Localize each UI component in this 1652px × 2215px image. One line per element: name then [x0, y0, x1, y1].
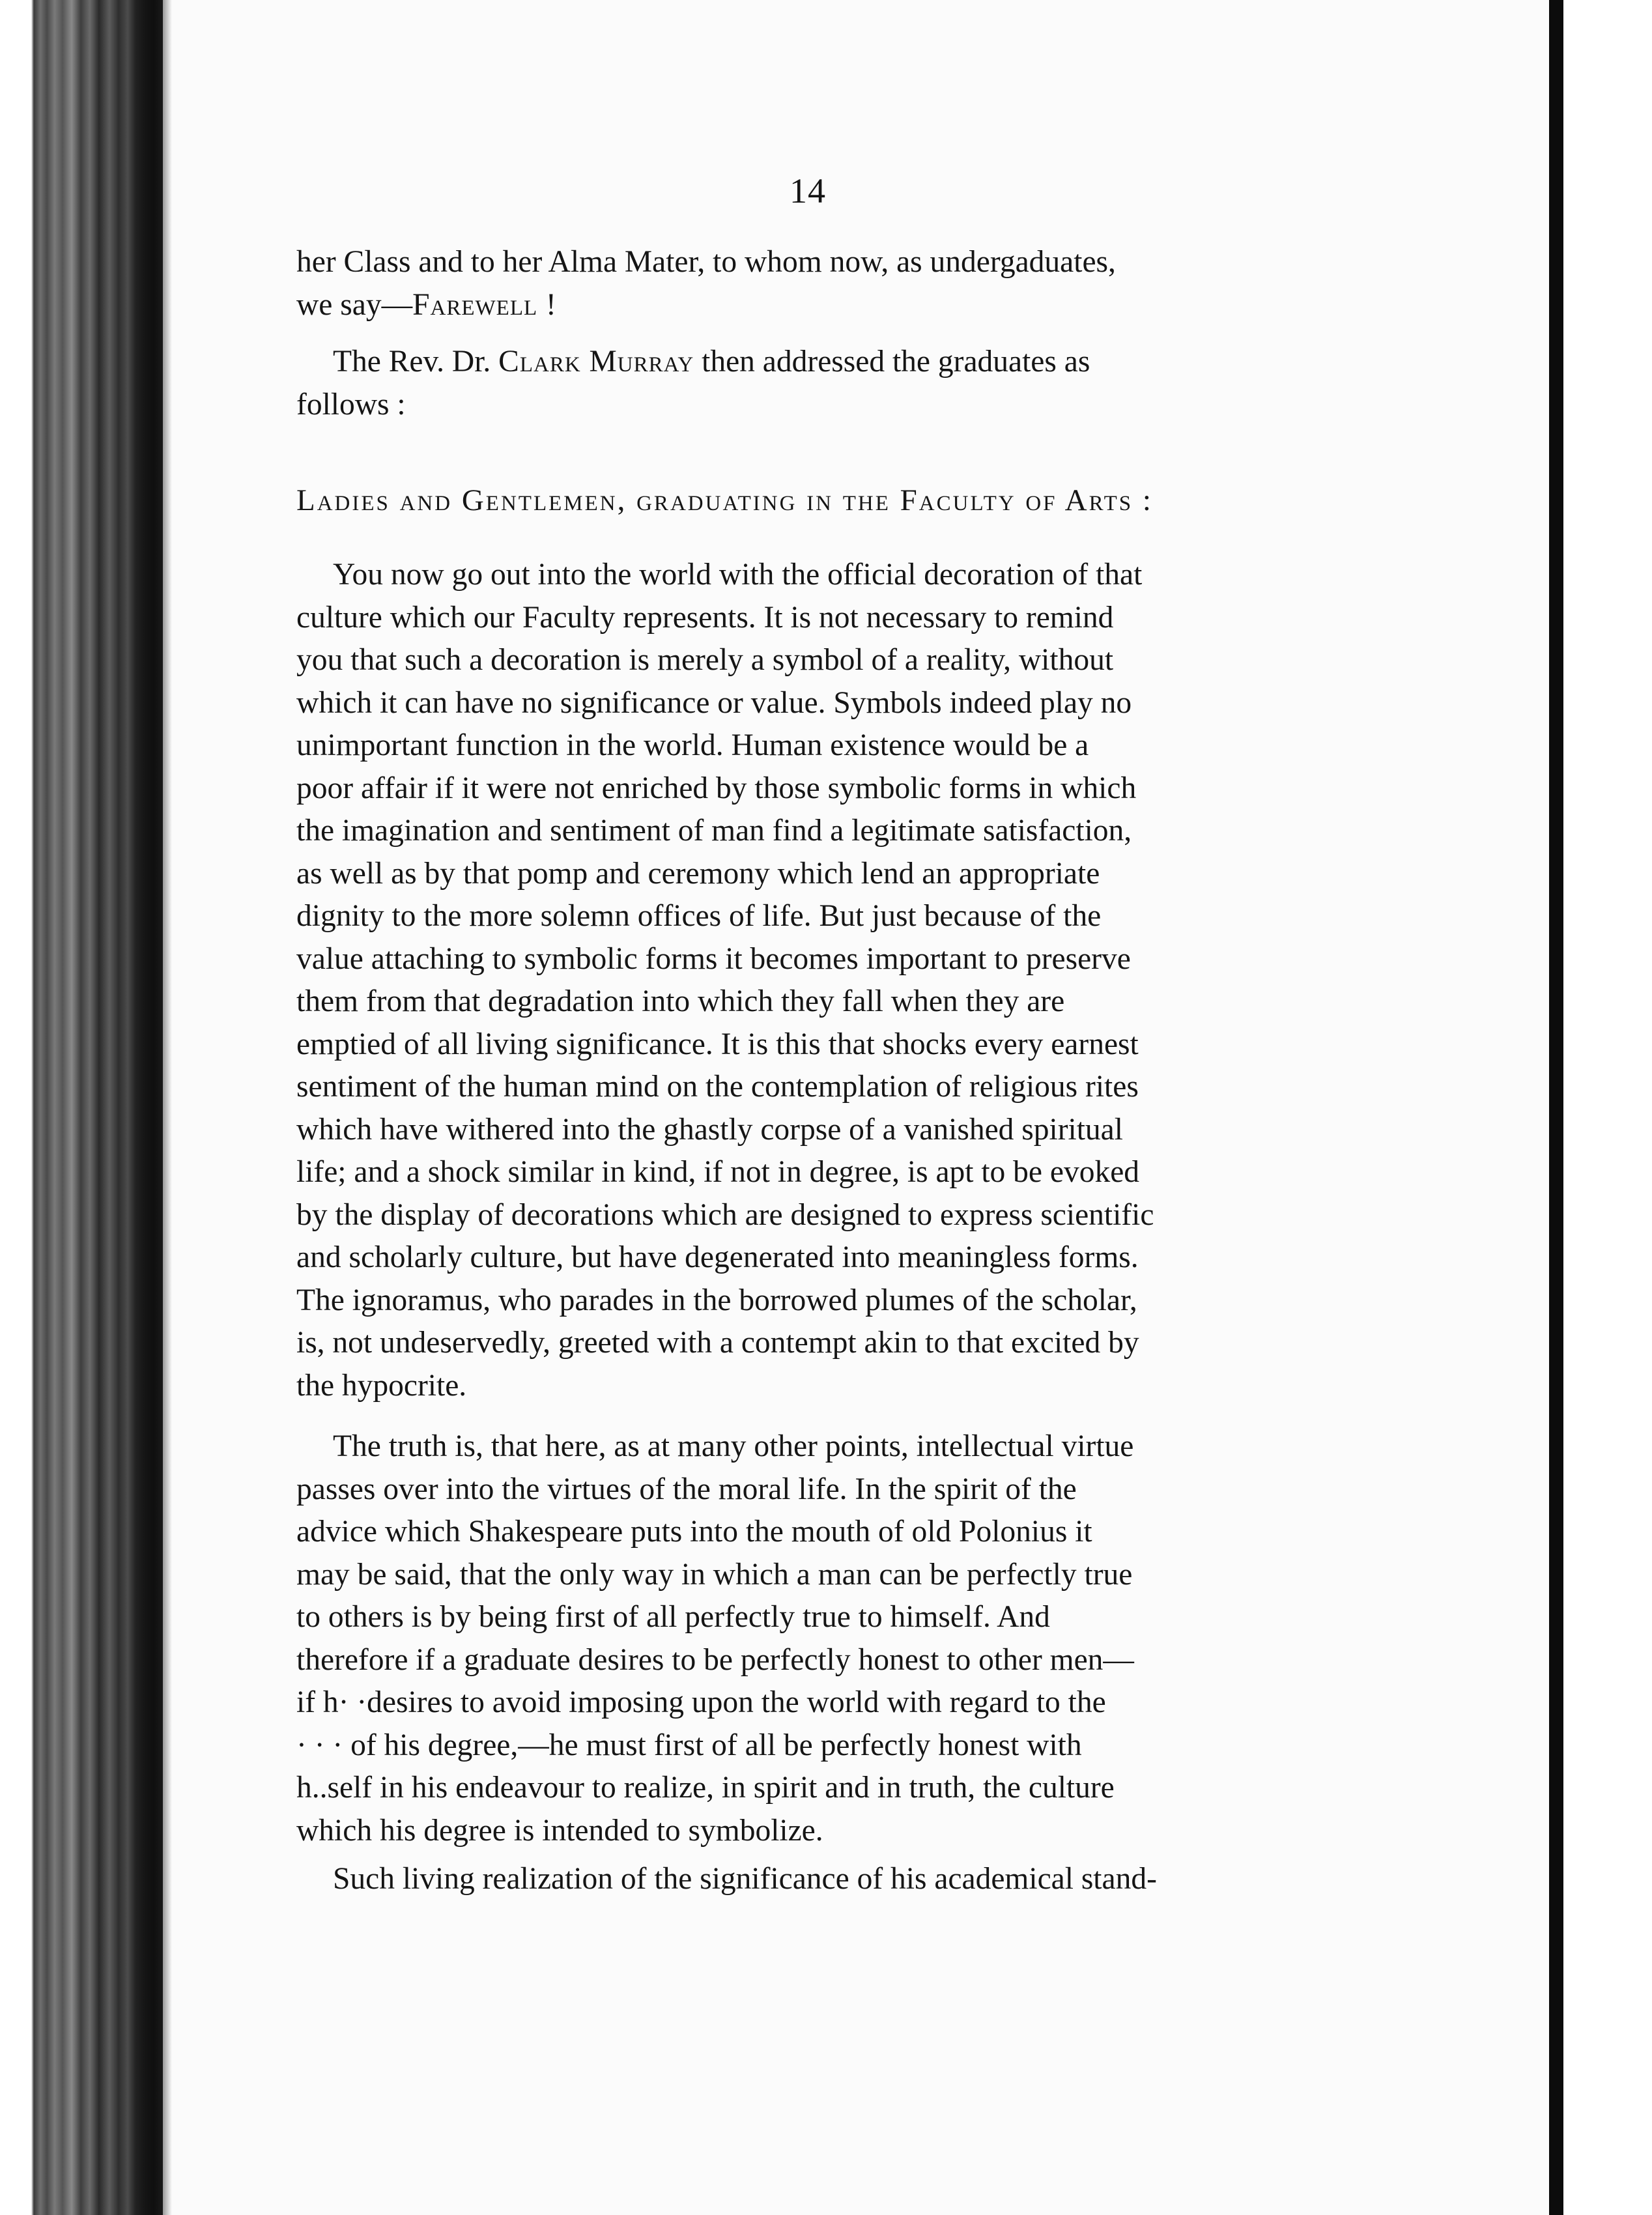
text-line: culture which our Faculty represents. It is not necessary to remind	[296, 600, 1114, 635]
text-line: which have withered into the ghastly corpse of a vanished spiritual	[296, 1112, 1123, 1147]
text-line: as well as by that pomp and ceremony which lend an appropriate	[296, 856, 1100, 891]
text-line: which his degree is intended to symbolize.	[296, 1813, 823, 1848]
text-line: Such living realization of the significance of his academical stand-	[333, 1862, 1157, 1896]
text-line: them from that degradation into which they fall when they are	[296, 984, 1065, 1018]
text-line: to others is by being first of all perfectly true to himself. And	[296, 1600, 1050, 1634]
text-line: advice which Shakespeare puts into the mouth of old Polonius it	[296, 1515, 1092, 1549]
margin-strip	[1563, 0, 1652, 2215]
text-line: the imagination and sentiment of man find a legitimate satisfaction,	[296, 814, 1132, 848]
address-paragraph-2	[296, 1425, 1319, 1852]
salutation-heading: Ladies and Gentlemen, graduating in the Faculty of Arts :	[296, 483, 1153, 517]
text-line: dignity to the more solemn offices of life. But just because of the	[296, 899, 1102, 933]
text-line: her Class and to her Alma Mater, to whom now, as undergaduates,	[296, 245, 1116, 279]
text-line: follows :	[296, 387, 406, 422]
closing-paragraph	[296, 241, 1319, 326]
text-line: may be said, that the only way in which a man can be perfectly true	[296, 1557, 1133, 1592]
text-line: unimportant function in the world. Human existence would be a	[296, 728, 1089, 762]
facing-page-edge	[1549, 0, 1563, 2215]
book-binding-edge	[0, 0, 163, 2215]
text-line: emptied of all living significance. It is this that shocks every earnest	[296, 1027, 1139, 1061]
text-line	[296, 284, 1319, 327]
text-line: which it can have no significance or value. Symbols indeed play no	[296, 685, 1132, 720]
text-line: if h· ·desires to avoid imposing upon the world with regard to the	[296, 1685, 1106, 1719]
address-paragraph-3	[296, 1858, 1319, 1901]
text-line: therefore if a graduate desires to be perfectly honest to other men—	[296, 1642, 1134, 1677]
text-fragment: The Rev. Dr.	[333, 345, 499, 379]
page-number: 14	[790, 171, 826, 210]
text-fragment: then addressed the graduates as	[694, 345, 1090, 379]
text-line: · · · of his degree,—he must first of all be perfectly honest with	[296, 1728, 1082, 1762]
farewell-word: Farewell !	[412, 287, 557, 322]
text-line: passes over into the virtues of the moral life. In the spirit of the	[296, 1472, 1077, 1506]
text-line: The ignoramus, who parades in the borrowed plumes of the scholar,	[296, 1283, 1137, 1317]
address-paragraph-1	[296, 554, 1319, 1407]
text-line: value attaching to symbolic forms it becomes important to preserve	[296, 941, 1131, 976]
text-line: h..self in his endeavour to realize, in spirit and in truth, the culture	[296, 1771, 1115, 1805]
text-line	[296, 341, 1319, 384]
text-line: poor affair if it were not enriched by those symbolic forms in which	[296, 771, 1137, 805]
text-fragment: we say—	[296, 287, 413, 322]
text-line: You now go out into the world with the official decoration of that	[333, 558, 1143, 592]
text-line: is, not undeservedly, greeted with a contempt akin to that excited by	[296, 1326, 1139, 1360]
gutter-shadow	[163, 0, 172, 2215]
text-line: you that such a decoration is merely a symbol of a reality, without	[296, 643, 1114, 677]
text-line: life; and a shock similar in kind, if not in degree, is apt to be evoked	[296, 1155, 1140, 1189]
speaker-name: Clark Murray	[498, 345, 694, 379]
text-line: and scholarly culture, but have degenerated into meaningless forms.	[296, 1240, 1139, 1274]
intro-paragraph	[296, 341, 1319, 426]
text-line: the hypocrite.	[296, 1368, 467, 1403]
text-line: The truth is, that here, as at many other points, intellectual virtue	[333, 1429, 1134, 1463]
text-line: sentiment of the human mind on the contemplation of religious rites	[296, 1070, 1139, 1104]
text-line: by the display of decorations which are designed to express scientific	[296, 1197, 1154, 1232]
